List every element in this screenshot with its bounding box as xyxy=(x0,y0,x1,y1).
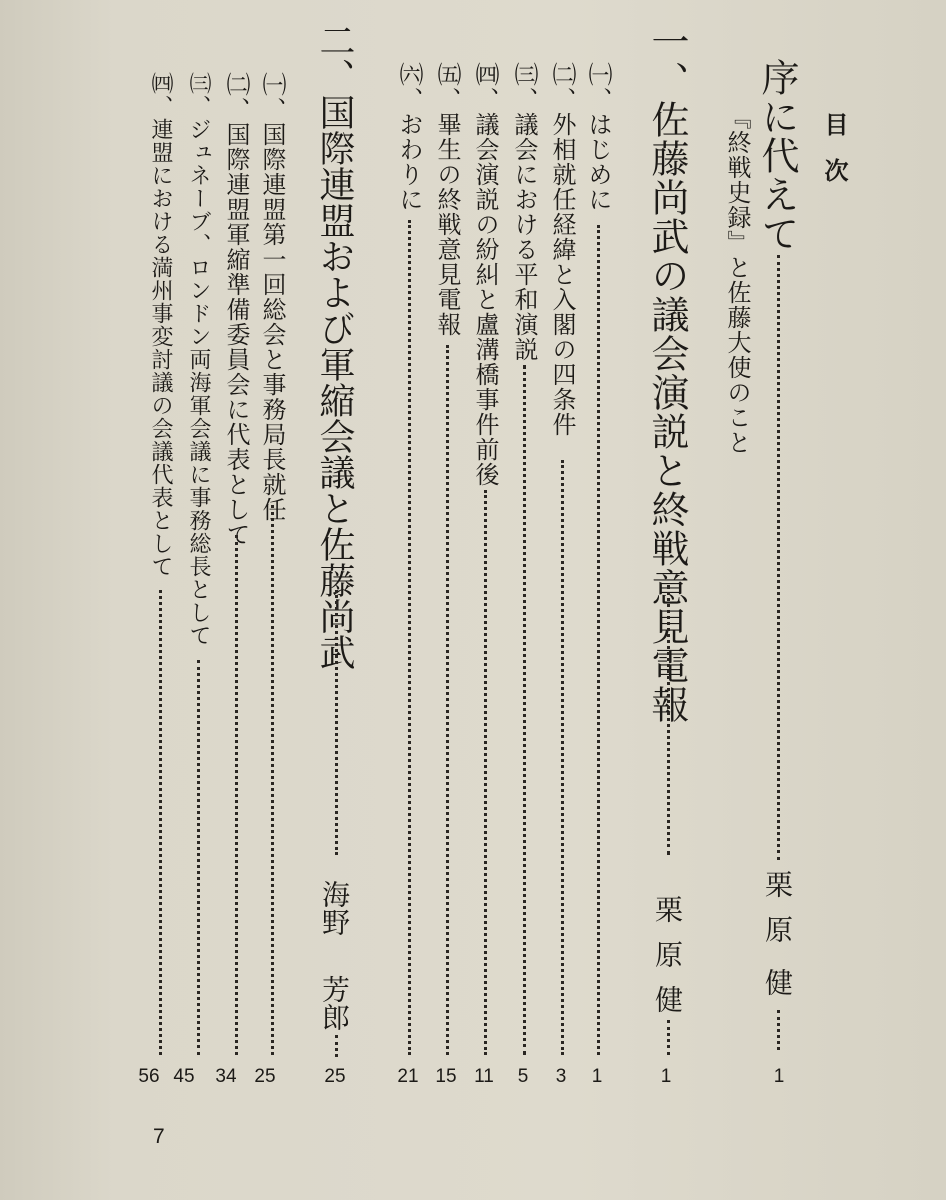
preface-subtitle: 『終戦史録』と佐藤大使のこと xyxy=(723,105,751,455)
chapter2-page: 25 xyxy=(324,1066,346,1087)
toc-heading: 目次 xyxy=(820,112,849,204)
chapter1-author-leader xyxy=(667,1020,670,1055)
chapter2-title: 二、国際連盟および軍縮会議と佐藤尚武 xyxy=(314,22,355,670)
ch1-item-1-leader xyxy=(597,225,600,1055)
ch2-item-1-page: 25 xyxy=(254,1066,276,1087)
chapter1-author-1: 栗 xyxy=(651,895,684,923)
chapter1-author-2: 原 xyxy=(651,940,684,968)
ch1-item-2: ㈡、外相就任経緯と入閣の四条件 xyxy=(548,62,576,437)
ch2-item-4-page: 56 xyxy=(138,1066,160,1087)
ch2-item-4-leader xyxy=(159,590,162,1055)
ch2-item-3: ㈢、ジュネーブ、ロンドン両海軍会議に事務総長として xyxy=(186,72,211,647)
chapter2-author-leader xyxy=(335,1035,338,1057)
ch2-item-3-leader xyxy=(197,660,200,1055)
ch2-item-3-page: 45 xyxy=(173,1066,195,1087)
preface-author-3: 健 xyxy=(761,968,794,996)
chapter2-author-2: 芳郎 xyxy=(318,975,351,1031)
chapter1-leader xyxy=(667,585,670,855)
ch2-item-2-leader xyxy=(235,535,238,1055)
chapter2-author-1: 海野 xyxy=(318,880,351,936)
page-number: 7 xyxy=(153,1125,165,1148)
ch1-item-5-page: 15 xyxy=(435,1066,457,1087)
ch1-item-2-leader xyxy=(561,460,564,1055)
ch1-item-4: ㈣、議会演説の紛糾と盧溝橋事件前後 xyxy=(471,62,499,487)
ch1-item-6-leader xyxy=(408,220,411,1055)
chapter1-page: 1 xyxy=(660,1066,672,1087)
ch2-item-4: ㈣、連盟における満州事変討議の会議代表として xyxy=(148,72,173,578)
preface-leader xyxy=(777,255,780,860)
ch1-item-1-page: 1 xyxy=(591,1066,603,1087)
ch1-item-3-leader xyxy=(523,365,526,1055)
ch1-item-5-leader xyxy=(446,345,449,1055)
preface-author-1: 栗 xyxy=(761,870,794,898)
ch1-item-3-page: 5 xyxy=(517,1066,529,1087)
ch1-item-2-page: 3 xyxy=(555,1066,567,1087)
ch1-item-6: ㈥、おわりに xyxy=(395,62,423,212)
ch1-item-1: ㈠、はじめに xyxy=(584,62,612,212)
ch1-item-4-leader xyxy=(484,490,487,1055)
preface-author-2: 原 xyxy=(761,915,794,943)
preface-page: 1 xyxy=(773,1066,785,1087)
ch1-item-4-page: 11 xyxy=(474,1066,494,1087)
preface-title: 序に代えて xyxy=(755,58,799,253)
ch2-item-1-leader xyxy=(271,505,274,1055)
chapter1-title: 一、佐藤尚武の議会演説と終戦意見電報 xyxy=(645,22,689,724)
preface-author-leader xyxy=(777,1010,780,1050)
chapter1-author-3: 健 xyxy=(651,985,684,1013)
ch2-item-2: ㈡、国際連盟軍縮準備委員会に代表として xyxy=(222,72,250,547)
ch2-item-2-page: 34 xyxy=(215,1066,237,1087)
ch2-item-1: ㈠、国際連盟第一回総会と事務局長就任 xyxy=(258,72,286,522)
chapter2-leader xyxy=(335,590,338,855)
ch1-item-5: ㈤、畢生の終戦意見電報 xyxy=(433,62,461,337)
ch1-item-6-page: 21 xyxy=(397,1066,419,1087)
ch1-item-3: ㈢、議会における平和演説 xyxy=(510,62,538,362)
